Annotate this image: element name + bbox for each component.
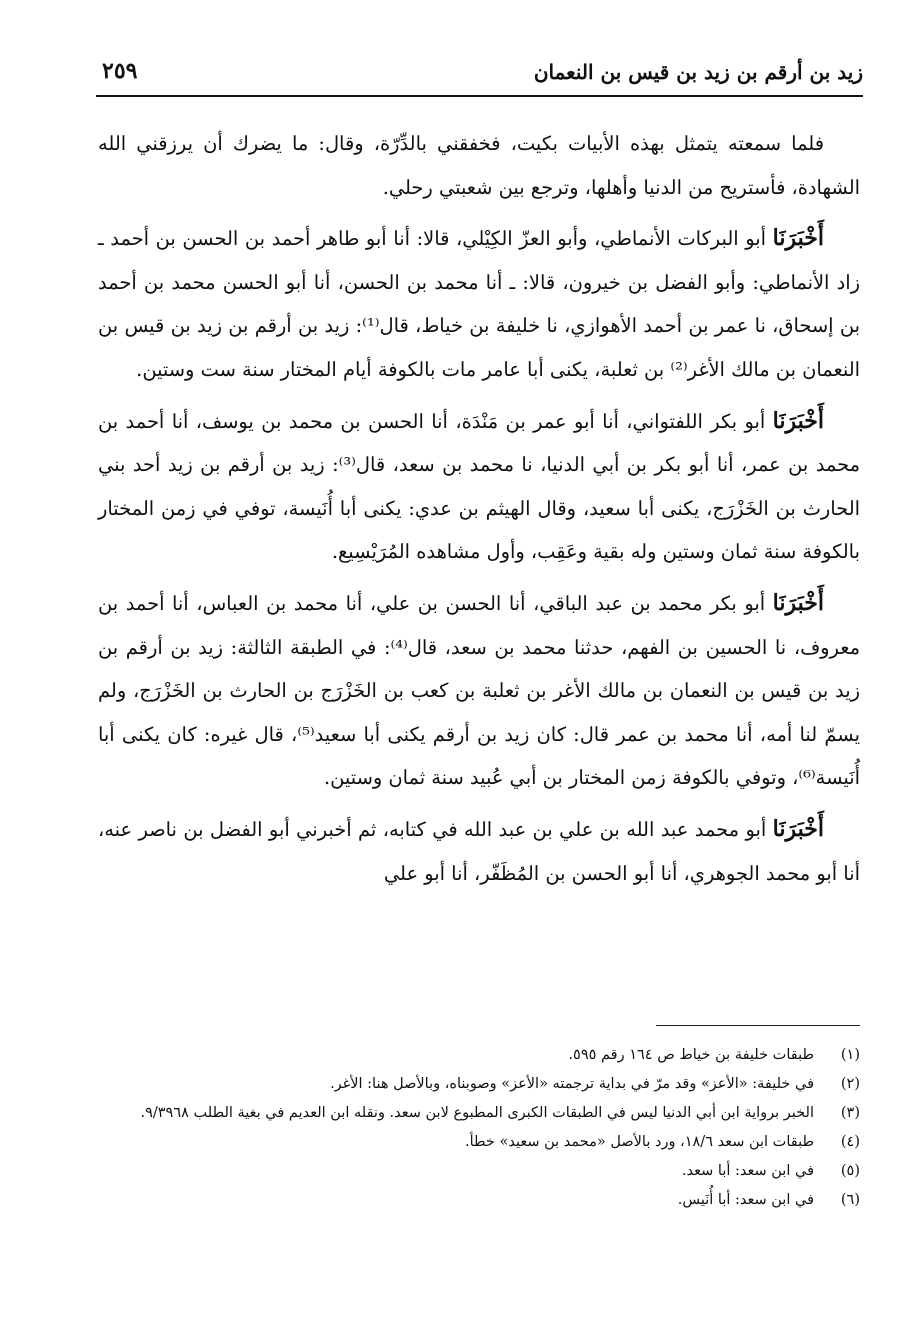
footnote-text: في ابن سعد: أبا أُنَيس.: [677, 1192, 814, 1208]
footnote-number: (٣): [840, 1105, 860, 1121]
footnote: [98, 1188, 860, 1213]
paragraph-text: فلما سمعته يتمثل بهذه الأبيات بكيت، فخفقني بالدِّرّة، وقال: ما يضرك أن يرزقني الله الشهادة، فأستريح من الدنيا وأهلها، وترجع بين شعبتي رحلي.: [98, 132, 860, 199]
paragraph: [98, 400, 860, 574]
footnote-text: في خليفة: «الأعز» وقد مرّ في بداية ترجمته «الأعز» وصوبناه، وبالأصل هنا: الأغر.: [330, 1076, 814, 1092]
akhbarana-keyword: أَخْبَرَنَا: [772, 407, 824, 434]
footnote-text: في ابن سعد: أبا سعد.: [681, 1163, 814, 1179]
footnote: [98, 1159, 860, 1184]
akhbarana-keyword: أَخْبَرَنَا: [772, 589, 824, 616]
footnote-number: (٥): [840, 1163, 860, 1179]
running-title: زيد بن أرقم بن زيد بن قيس بن النعمان: [533, 60, 863, 84]
akhbarana-keyword: أَخْبَرَنَا: [772, 225, 824, 252]
footnote: [98, 1101, 860, 1126]
footnote-text: طبقات خليفة بن خياط ص ١٦٤ رقم ٥٩٥.: [568, 1047, 814, 1063]
paragraph-text: أبو بكر محمد بن عبد الباقي، أنا الحسن بن علي، أنا محمد بن العباس، أنا أحمد بن معروف، نا الحسين بن الفهم، حدثنا محمد بن سعد، قال⁽⁴⁾: في الطبقة الثالثة: زيد بن أرقم بن زيد بن قيس بن النعمان بن مالك الأغر بن ثعلبة بن كعب بن الخَزْرَج بن الحارث بن الخَزْرَج، ولم يسمّ لنا أمه، أنا محمد بن عمر قال: كان زيد بن أرقم يكنى أبا سعيد⁽⁵⁾، قال غيره: كان يكنى أبا أُنَيسة⁽⁶⁾، وتوفي بالكوفة زمن المختار بن أبي عُبيد سنة ثمان وستين.: [98, 591, 860, 790]
header-rule: [96, 95, 863, 97]
paragraph: [98, 582, 860, 800]
footnote-number: (٤): [840, 1134, 860, 1150]
footnote-number: (٢): [840, 1076, 860, 1092]
footnote-number: (٦): [840, 1192, 860, 1208]
paragraph: [98, 808, 860, 895]
footnote-number: (١): [840, 1047, 860, 1063]
main-text: [98, 122, 860, 903]
paragraph-text: أبو بكر اللفتواني، أنا أبو عمر بن مَنْدَة، أنا الحسن بن محمد بن يوسف، أنا أحمد بن محمد بن عمر، أنا أبو بكر بن أبي الدنيا، نا محمد بن سعد، قال⁽³⁾: زيد بن أرقم بن زيد أحد بني الحارث بن الخَزْرَج، يكنى أبا سعيد، وقال الهيثم بن عدي: يكنى أبا أُنَيسة، توفي في زمن المختار بالكوفة سنة ثمان وستين وله بقية وعَقِب، وأول مشاهده المُرَيْسِيع.: [98, 409, 860, 564]
footnote-separator: [656, 1025, 860, 1026]
footnote-text: طبقات ابن سعد ١٨/٦، ورد بالأصل «محمد بن سعيد» خطأ.: [464, 1134, 814, 1150]
footnote: [98, 1043, 860, 1068]
footnotes: [98, 1043, 860, 1217]
page-number: ٢٥٩: [102, 58, 138, 84]
akhbarana-keyword: أَخْبَرَنَا: [772, 815, 824, 842]
footnote: [98, 1072, 860, 1097]
paragraph: [98, 122, 860, 209]
footnote: [98, 1130, 860, 1155]
paragraph-text: أبو محمد عبد الله بن علي بن عبد الله في كتابه، ثم أخبرني أبو الفضل بن ناصر عنه، أنا أبو محمد الجوهري، أنا أبو الحسن بن المُظَفّر، أنا أبو علي: [98, 817, 860, 885]
footnote-text: الخبر برواية ابن أبي الدنيا ليس في الطبقات الكبرى المطبوع لابن سعد. ونقله ابن العديم في بغية الطلب ٩/٣٩٦٨.: [140, 1105, 814, 1121]
page-header: [96, 58, 863, 94]
paragraph: [98, 217, 860, 391]
paragraph-text: أبو البركات الأنماطي، وأبو العزّ الكِيْلي، قالا: أنا أبو طاهر أحمد بن الحسن بن أحمد ـ زاد الأنماطي: وأبو الفضل بن خيرون، قالا: ـ أنا محمد بن الحسن، أنا أبو الحسن محمد بن أحمد بن إسحاق، نا عمر بن أحمد الأهوازي، نا خليفة بن خياط، قال⁽¹⁾: زيد بن أرقم بن زيد بن قيس بن النعمان بن مالك الأغر⁽²⁾ بن ثعلبة، يكنى أبا عامر مات بالكوفة أيام المختار سنة ست وستين.: [98, 227, 860, 381]
